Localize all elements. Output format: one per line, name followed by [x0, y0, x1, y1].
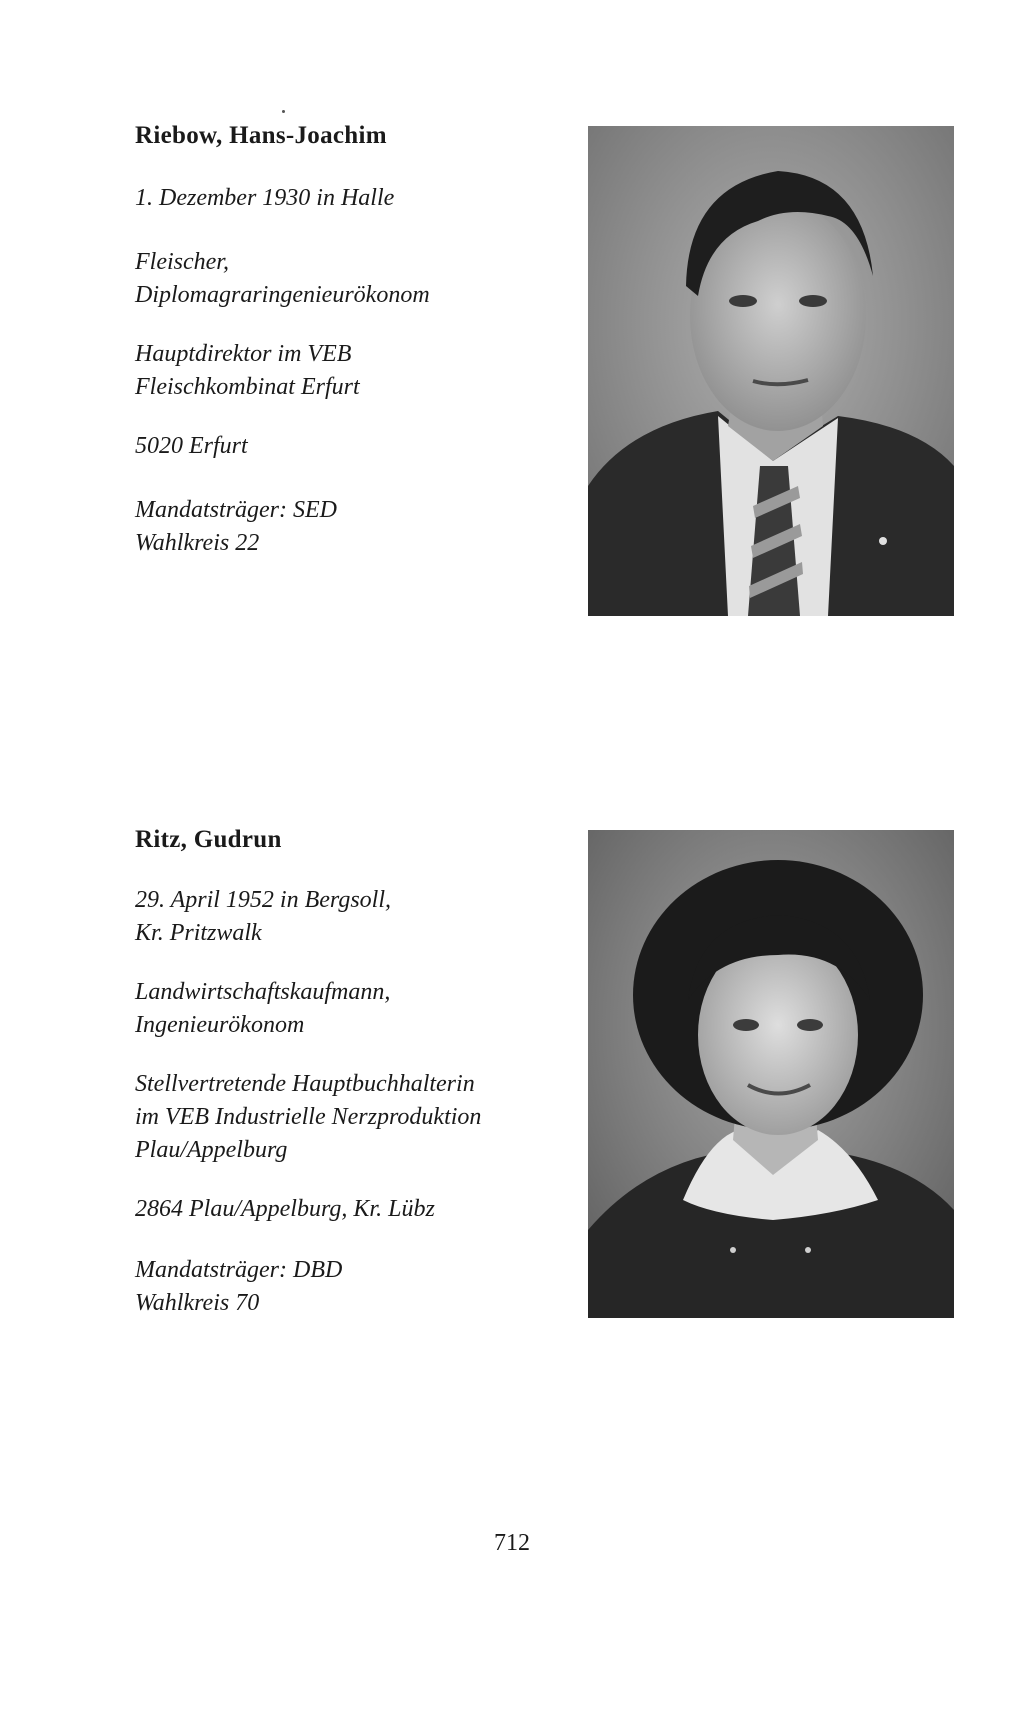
position-line: im VEB Industrielle Nerzproduktion [135, 1104, 482, 1130]
birth-line: Kr. Pritzwalk [135, 920, 262, 946]
entry-name: Riebow, Hans-Joachim [135, 122, 387, 149]
entry-address [135, 1193, 435, 1226]
position-line: Plau/Appelburg [135, 1137, 288, 1163]
mandate-line: Mandatsträger: SED [135, 497, 337, 523]
entry-name: Ritz, Gudrun [135, 826, 282, 853]
mandate-line: Mandatsträger: DBD [135, 1257, 343, 1283]
position-line: Hauptdirektor im VEB [135, 341, 352, 367]
profession-line: Landwirtschaftskaufmann, [135, 979, 391, 1005]
mandate-line: Wahlkreis 70 [135, 1290, 260, 1316]
portrait-photo [588, 830, 954, 1318]
birth-line: 29. April 1952 in Bergsoll, [135, 887, 392, 913]
entry-profession [135, 976, 390, 1042]
entry-position [135, 1068, 481, 1167]
profession-line: Ingenieurökonom [135, 1012, 305, 1038]
profession-line: Fleischer, [135, 249, 229, 275]
entry-birth [135, 884, 391, 950]
address-line: 2864 Plau/Appelburg, Kr. Lübz [135, 1196, 435, 1222]
address-line: 5020 Erfurt [135, 433, 248, 459]
mandate-line: Wahlkreis 22 [135, 530, 260, 556]
position-line: Stellvertretende Hauptbuchhalterin [135, 1071, 475, 1097]
birth-line: 1. Dezember 1930 in Halle [135, 185, 395, 211]
entry-mandate [135, 1254, 342, 1320]
profession-line: Diplomagraringenieurökonom [135, 282, 430, 308]
page-number: 712 [494, 1530, 530, 1556]
position-line: Fleischkombinat Erfurt [135, 374, 360, 400]
